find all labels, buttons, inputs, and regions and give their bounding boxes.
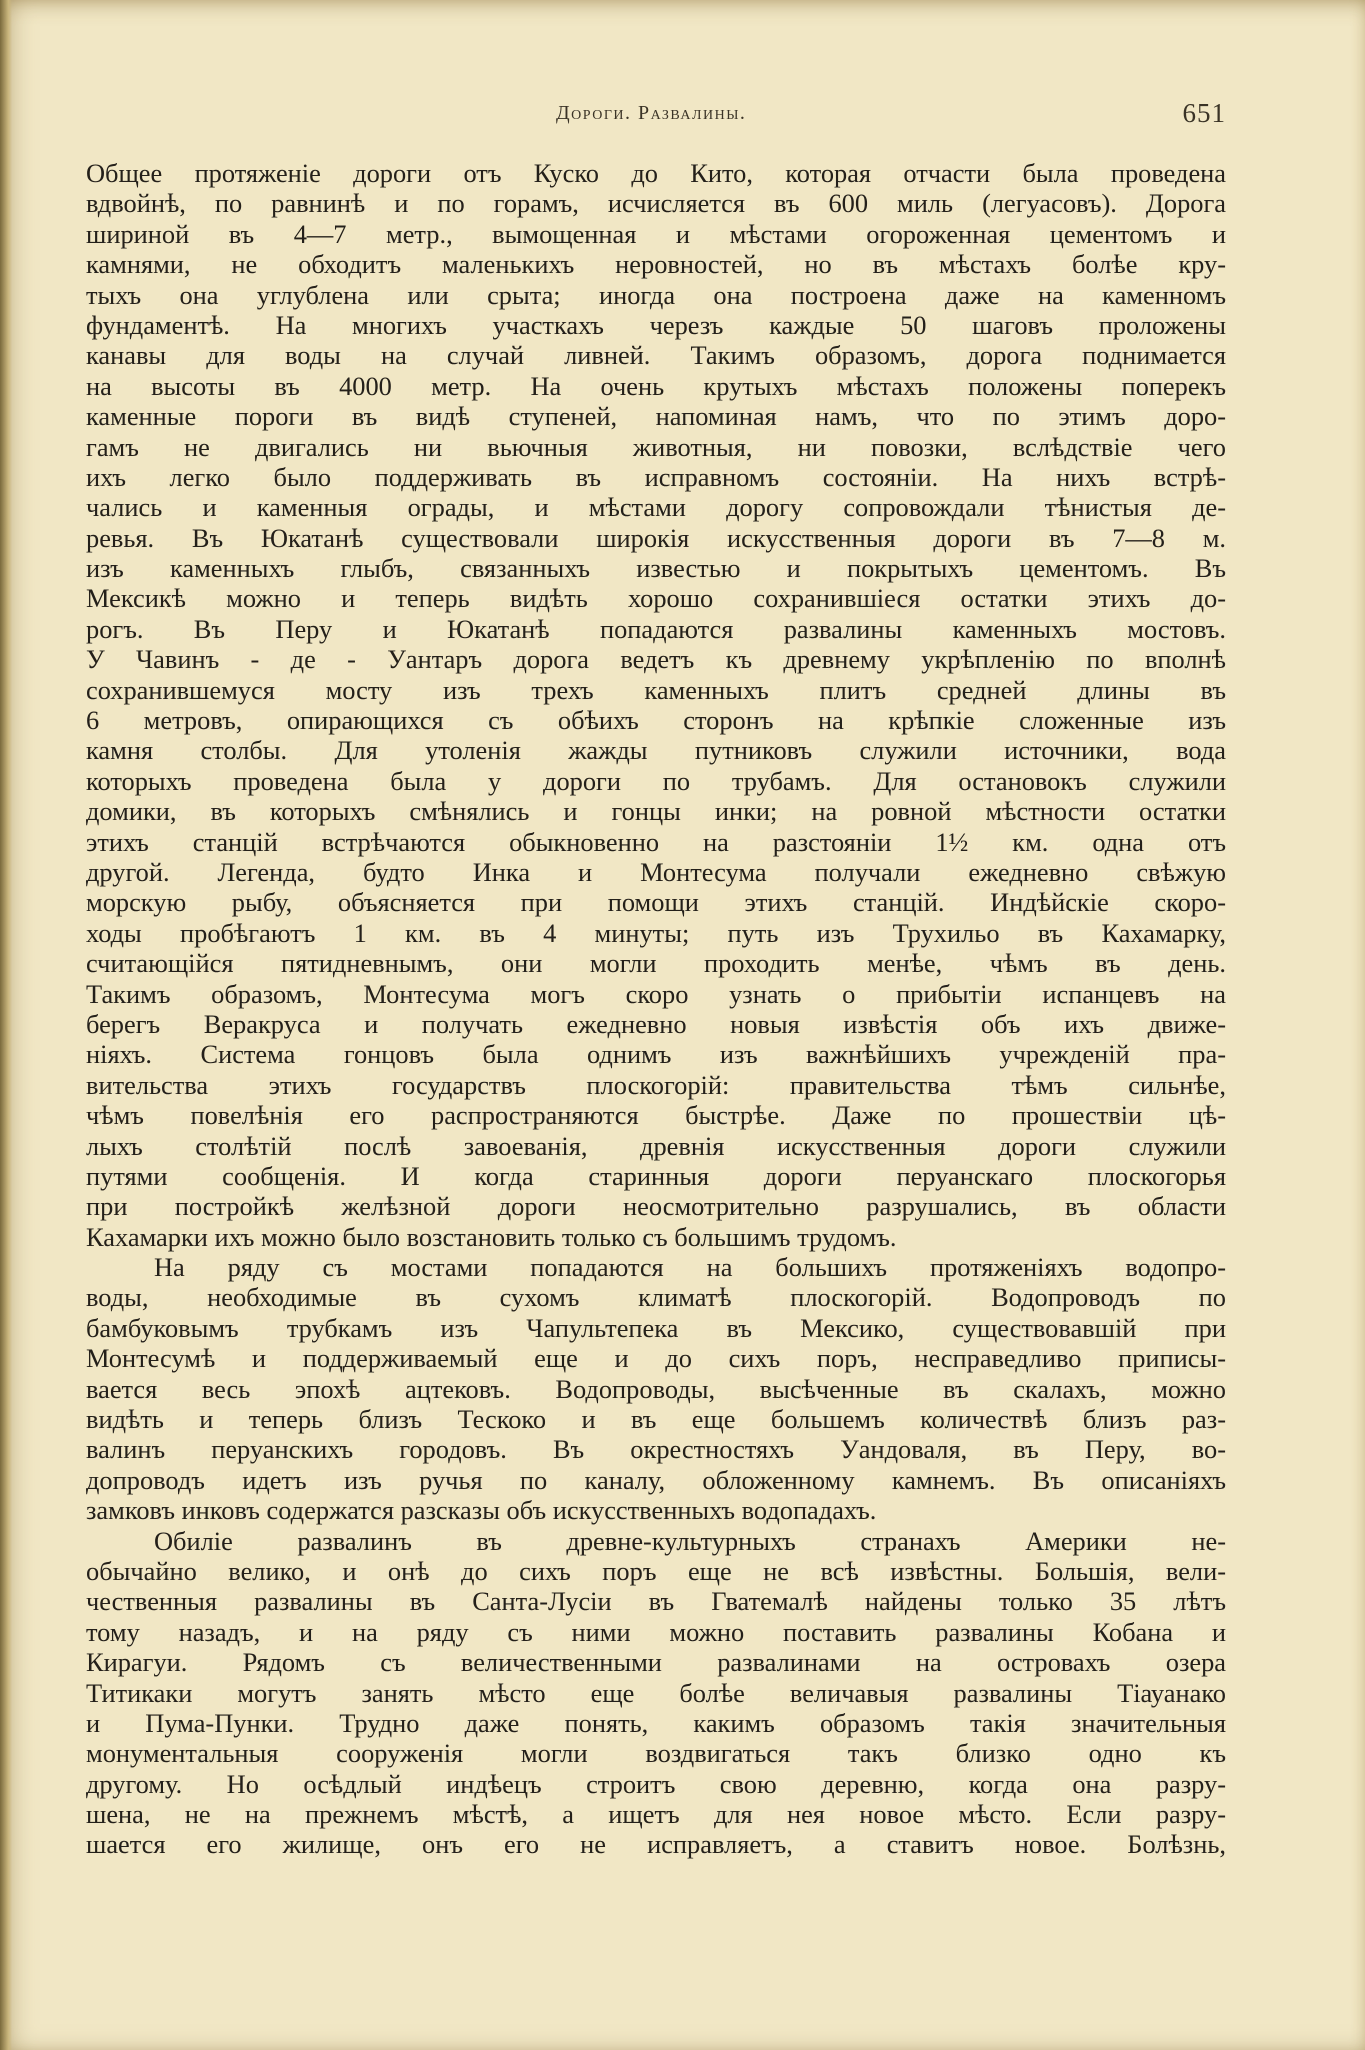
text-line: камнями, не обходитъ маленькихъ неровностей, но въ мѣстахъ болѣе кру- <box>86 249 1226 280</box>
text-line: ходы пробѣгаютъ 1 км. въ 4 минуты; путь изъ Трухильо въ Кахамарку, <box>86 917 1226 948</box>
text-line: берегъ Веракруса и получать ежедневно новыя извѣстія объ ихъ движе- <box>86 1008 1226 1039</box>
text-line: камня столбы. Для утоленія жажды путниковъ служили источники, вода <box>86 735 1226 766</box>
running-title: Дороги. Развалины. <box>556 102 747 124</box>
text-line: домики, въ которыхъ смѣнялись и гонцы инки; на ровной мѣстности остатки <box>86 796 1226 827</box>
page-header <box>86 96 1226 136</box>
paragraph <box>86 1526 1226 1860</box>
text-line: ихъ легко было поддерживать въ исправномъ состояніи. На нихъ встрѣ- <box>86 461 1226 492</box>
text-line: изъ каменныхъ глыбъ, связанныхъ известью и покрытыхъ цементомъ. Въ <box>86 553 1226 584</box>
text-line: чались и каменныя ограды, и мѣстами дорогу сопровождали тѣнистыя де- <box>86 492 1226 523</box>
text-line: гамъ не двигались ни вьючныя животныя, ни повозки, вслѣдствіе чего <box>86 431 1226 462</box>
text-line: при постройкѣ желѣзной дороги неосмотрительно разрушались, въ области <box>86 1191 1226 1222</box>
text-line: Титикаки могутъ занять мѣсто еще болѣе величавыя развалины Тіауанако <box>86 1677 1226 1708</box>
text-line: каменные пороги въ видѣ ступеней, напоминая намъ, что по этимъ доро- <box>86 401 1226 432</box>
text-line: воды, необходимые въ сухомъ климатѣ плоскогорій. Водопроводъ по <box>86 1282 1226 1313</box>
text-line: шириной въ 4—7 метр., вымощенная и мѣстами огороженная цементомъ и <box>86 218 1226 249</box>
text-line: тому назадъ, и на ряду съ ними можно поставить развалины Кобана и <box>86 1616 1226 1647</box>
text-line: Кирагуи. Рядомъ съ величественными развалинами на островахъ озера <box>86 1647 1226 1678</box>
text-line: шается его жилище, онъ его не исправляетъ, а ставитъ новое. Болѣзнь, <box>86 1829 1226 1860</box>
text-line: обычайно велико, и онѣ до сихъ поръ еще не всѣ извѣстны. Большія, вели- <box>86 1555 1226 1586</box>
text-line: шена, не на прежнемъ мѣстѣ, а ищетъ для нея новое мѣсто. Если разру- <box>86 1799 1226 1830</box>
text-line: морскую рыбу, объясняется при помощи этихъ станцій. Индѣйскіе скоро- <box>86 887 1226 918</box>
text-line: вительства этихъ государствъ плоскогорій: правительства тѣмъ сильнѣе, <box>86 1069 1226 1100</box>
text-line: чѣмъ повелѣнія его распространяются быстрѣе. Даже по прошествіи цѣ- <box>86 1100 1226 1131</box>
text-line: замковъ инковъ содержатся разсказы объ искусственныхъ водопадахъ. <box>86 1495 877 1526</box>
text-line: вается весь эпохѣ ацтековъ. Водопроводы, высѣченные въ скалахъ, можно <box>86 1373 1226 1404</box>
text-line: видѣть и теперь близъ Тескоко и въ еще большемъ количествѣ близъ раз- <box>86 1404 1226 1435</box>
text-line: чественныя развалины въ Санта-Лусіи въ Гватемалѣ найдены только 35 лѣтъ <box>86 1586 1226 1617</box>
text-line: путями сообщенія. И когда старинныя дороги перуанскаго плоскогорья <box>86 1160 1226 1191</box>
text-line: фундаментѣ. На многихъ участкахъ черезъ каждые 50 шаговъ проложены <box>86 309 1226 340</box>
text-line: сохранившемуся мосту изъ трехъ каменныхъ плитъ средней длины въ <box>86 674 1226 705</box>
text-line: тыхъ она углублена или срыта; иногда она построена даже на каменномъ <box>86 279 1226 310</box>
text-line: Кахамарки ихъ можно было возстановить только съ большимъ трудомъ. <box>86 1221 897 1252</box>
text-line: лыхъ столѣтій послѣ завоеванія, древнія искусственныя дороги служили <box>86 1130 1226 1161</box>
paragraph <box>86 1252 1226 1526</box>
text-line: монументальныя сооруженія могли воздвигаться такъ близко одно къ <box>86 1738 1226 1769</box>
text-line: 6 метровъ, опирающихся съ обѣихъ сторонъ на крѣпкіе сложенные изъ <box>86 705 1226 736</box>
text-line: вдвойнѣ, по равнинѣ и по горамъ, исчисляется въ 600 миль (легуасовъ). Дорога <box>86 188 1226 219</box>
text-line: Мексикѣ можно и теперь видѣть хорошо сохранившіеся остатки этихъ до- <box>86 583 1226 614</box>
text-line: считающійся пятидневнымъ, они могли проходить менѣе, чѣмъ въ день. <box>86 948 1226 979</box>
text-line: другому. Но осѣдлый индѣецъ строитъ свою деревню, когда она разру- <box>86 1768 1226 1799</box>
text-line: канавы для воды на случай ливней. Такимъ образомъ, дорога поднимается <box>86 340 1226 371</box>
paragraph <box>86 158 1226 1252</box>
text-line: этихъ станцій встрѣчаются обыкновенно на разстояніи 1½ км. одна отъ <box>86 826 1226 857</box>
text-line: У Чавинъ - де - Уантаръ дорога ведетъ къ древнему укрѣпленію по вполнѣ <box>86 644 1226 675</box>
text-line: Монтесумѣ и поддерживаемый еще и до сихъ поръ, несправедливо приписы- <box>86 1343 1226 1374</box>
text-line: и Пума-Пунки. Трудно даже понять, какимъ образомъ такія значительныя <box>86 1707 1226 1738</box>
page-gutter-shadow <box>0 0 12 2050</box>
text-line: Обиліе развалинъ въ древне-культурныхъ странахъ Америки не- <box>154 1525 1226 1556</box>
text-line: Общее протяженіе дороги отъ Куско до Кито, которая отчасти была проведена <box>86 158 1226 188</box>
page-number: 651 <box>1182 98 1226 128</box>
text-line: Такимъ образомъ, Монтесума могъ скоро узнать о прибытіи испанцевъ на <box>86 978 1226 1009</box>
text-line: На ряду съ мостами попадаются на большихъ протяженіяхъ водопро- <box>154 1252 1226 1283</box>
text-line: рогъ. Въ Перу и Юкатанѣ попадаются развалины каменныхъ мостовъ. <box>86 613 1226 644</box>
body-text <box>86 158 1226 1860</box>
text-line: на высоты въ 4000 метр. На очень крутыхъ мѣстахъ положены поперекъ <box>86 370 1226 401</box>
text-line: ніяхъ. Система гонцовъ была однимъ изъ важнѣйшихъ учрежденій пра- <box>86 1039 1226 1070</box>
text-line: которыхъ проведена была у дороги по трубамъ. Для остановокъ служили <box>86 765 1226 796</box>
text-line: бамбуковымъ трубкамъ изъ Чапультепека въ Мексико, существовавшій при <box>86 1312 1226 1343</box>
text-line: допроводъ идетъ изъ ручья по каналу, обложенному камнемъ. Въ описаніяхъ <box>86 1464 1226 1495</box>
text-line: ревья. Въ Юкатанѣ существовали широкія искусственныя дороги въ 7—8 м. <box>86 522 1226 553</box>
text-line: другой. Легенда, будто Инка и Монтесума получали ежедневно свѣжую <box>86 856 1226 887</box>
text-line: валинъ перуанскихъ городовъ. Въ окрестностяхъ Уандоваля, въ Перу, во- <box>86 1434 1226 1465</box>
